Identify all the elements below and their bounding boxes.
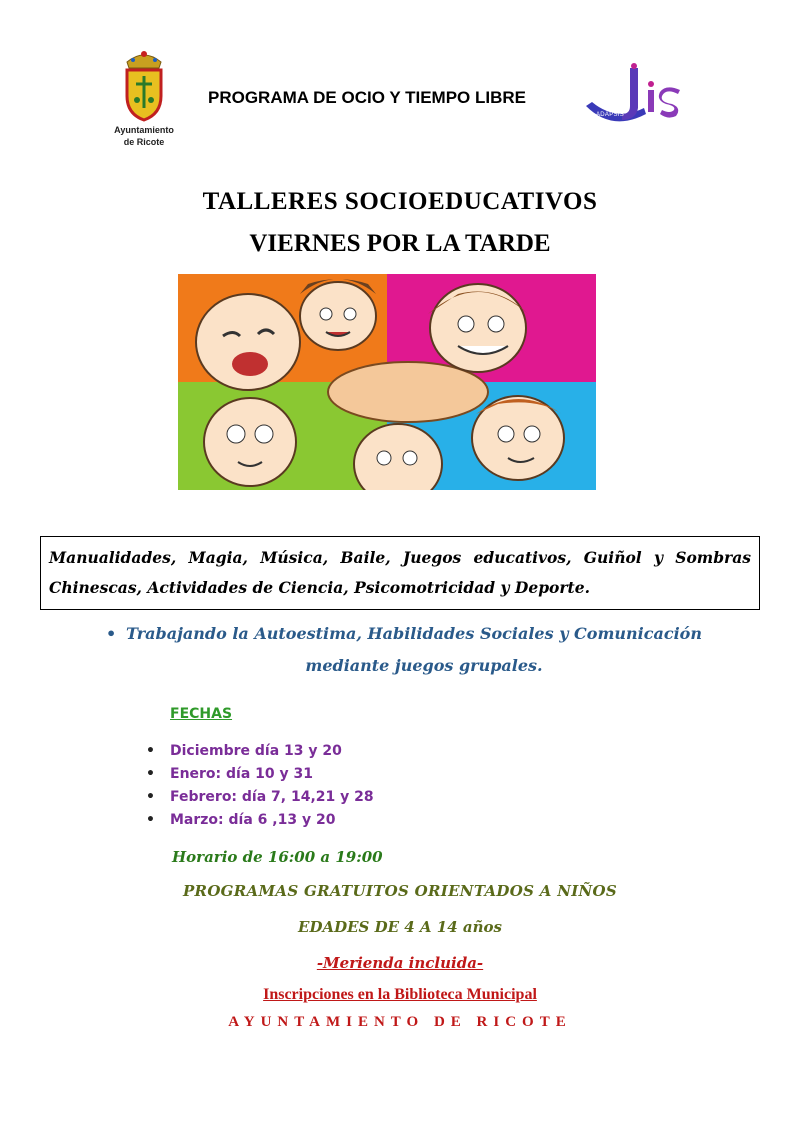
date-item-december: • Diciembre día 13 y 20 [146, 740, 374, 763]
program-title: PROGRAMA DE OCIO Y TIEMPO LIBRE [208, 88, 526, 107]
town-hall-text: AYUNTAMIENTO DE RICOTE [228, 1014, 572, 1030]
date-item-february: • Febrero: día 7, 14,21 y 28 [146, 786, 374, 809]
activities-box: Manualidades, Magia, Música, Baile, Juegos educativos, Guiñol y Sombras Chinescas, Actividades de Ciencia, Psicomotricidad y Deporte. [40, 536, 760, 610]
children-circle-illustration [178, 274, 596, 490]
snack-included-text: -Merienda incluida- [316, 954, 484, 972]
adapsis-logo [582, 62, 692, 128]
date-item-january: • Enero: día 10 y 31 [146, 763, 374, 786]
logo-text: ADAPSIS [596, 112, 625, 118]
bullet-line2: mediante juegos grupales. [305, 656, 543, 675]
crest-label-line2: de Ricote [123, 137, 165, 147]
bullet-line1-text: Trabajando la Autoestima, Habilidades Sociales y Comunicación [126, 624, 702, 643]
registration-text: Inscripciones en la Biblioteca Municipal [263, 986, 537, 1003]
dates-list [146, 740, 374, 832]
crest-label-line1: Ayuntamiento [114, 125, 174, 135]
bullet-line1 [106, 624, 800, 643]
main-title-line2: VIERNES POR LA TARDE [249, 230, 551, 257]
schedule-text: Horario de 16:00 a 19:00 [172, 848, 383, 866]
date-item-march: • Marzo: día 6 ,13 y 20 [146, 809, 374, 832]
free-programs-text: PROGRAMAS GRATUITOS ORIENTADOS A NIÑOS [182, 882, 618, 900]
main-title-line1: TALLERES SOCIOEDUCATIVOS [202, 188, 598, 215]
ages-text: EDADES DE 4 A 14 años [298, 918, 502, 936]
fechas-heading: FECHAS [170, 706, 233, 722]
header [0, 0, 800, 160]
ricote-coat-of-arms [100, 48, 188, 148]
crest-icon [119, 48, 169, 124]
